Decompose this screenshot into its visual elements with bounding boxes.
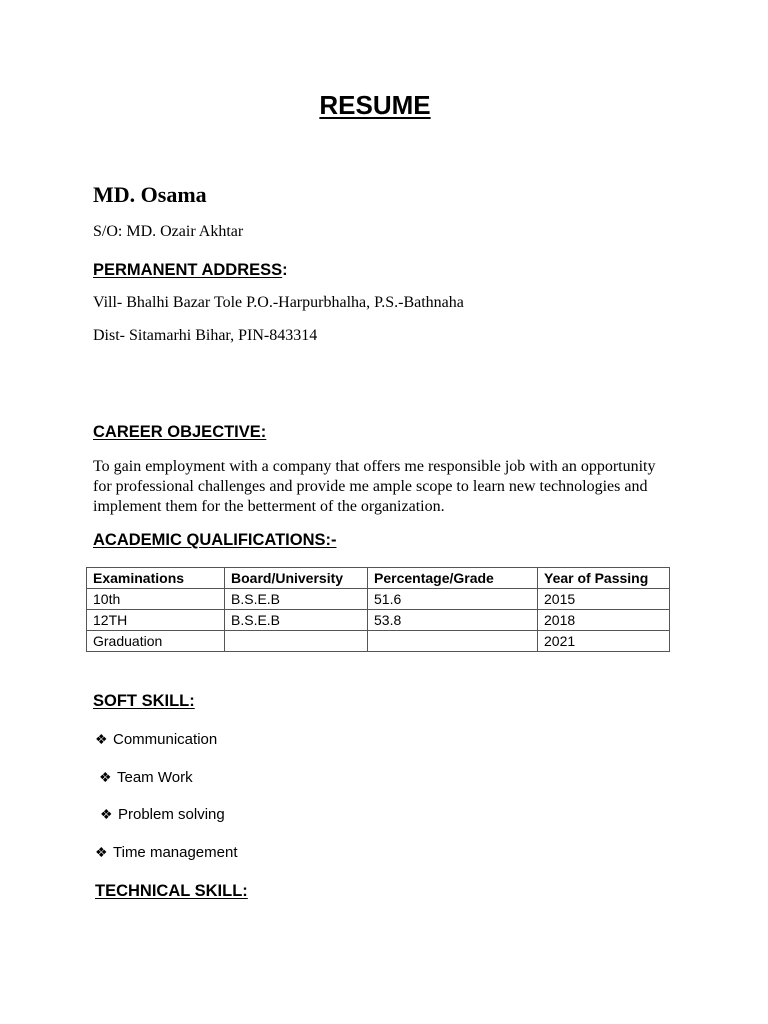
objective-text: To gain employment with a company that offers me responsible job with an opportunity for professional challenges and provide me ample scope to learn new technologies and implement them for the betterment of the organization. <box>93 458 656 515</box>
skill-item <box>95 844 238 861</box>
diamond-bullet-icon: ❖ <box>95 731 108 747</box>
table-cell: 53.8 <box>368 610 538 631</box>
objective-heading: CAREER OBJECTIVE: <box>93 423 267 441</box>
diamond-bullet-icon: ❖ <box>100 806 113 822</box>
academic-heading: ACADEMIC QUALIFICATIONS:- <box>93 531 337 549</box>
table-cell: Graduation <box>87 631 225 652</box>
skill-item-label: Team Work <box>117 769 193 786</box>
column-header: Percentage/Grade <box>368 568 538 589</box>
address-heading-label: PERMANENT ADDRESS <box>93 261 283 279</box>
soft-skill-heading: SOFT SKILL: <box>93 692 195 710</box>
table-cell: B.S.E.B <box>225 610 368 631</box>
skill-item <box>95 731 217 748</box>
table-row <box>87 631 670 652</box>
column-header: Year of Passing <box>538 568 670 589</box>
skill-item-label: Communication <box>113 731 218 748</box>
table-cell: B.S.E.B <box>225 589 368 610</box>
table-row <box>87 589 670 610</box>
table-cell <box>368 631 538 652</box>
qualifications-table <box>86 567 670 652</box>
column-header: Examinations <box>87 568 225 589</box>
column-header: Board/University <box>225 568 368 589</box>
technical-skill-heading: TECHNICAL SKILL: <box>95 882 248 900</box>
table-row <box>87 610 670 631</box>
diamond-bullet-icon: ❖ <box>99 769 112 785</box>
address-heading-colon: : <box>282 261 288 279</box>
candidate-name: MD. Osama <box>93 182 207 207</box>
skill-item <box>100 806 225 823</box>
skill-item-label: Problem solving <box>118 806 225 823</box>
address-line-1: Vill- Bhalhi Bazar Tole P.O.-Harpurbhalha, P.S.-Bathnaha <box>93 294 464 311</box>
table-cell: 10th <box>87 589 225 610</box>
table-cell: 2018 <box>538 610 670 631</box>
table-header-row <box>87 568 670 589</box>
address-line-2: Dist- Sitamarhi Bihar, PIN-843314 <box>93 327 318 344</box>
diamond-bullet-icon: ❖ <box>95 844 108 860</box>
table-cell: 2015 <box>538 589 670 610</box>
address-heading <box>93 261 288 280</box>
skill-item-label: Time management <box>113 844 238 861</box>
parent-name: S/O: MD. Ozair Akhtar <box>93 223 244 240</box>
resume-title: RESUME <box>319 90 431 120</box>
table-cell: 2021 <box>538 631 670 652</box>
table-cell <box>225 631 368 652</box>
table-cell: 12TH <box>87 610 225 631</box>
table-cell: 51.6 <box>368 589 538 610</box>
skill-item <box>99 769 193 786</box>
